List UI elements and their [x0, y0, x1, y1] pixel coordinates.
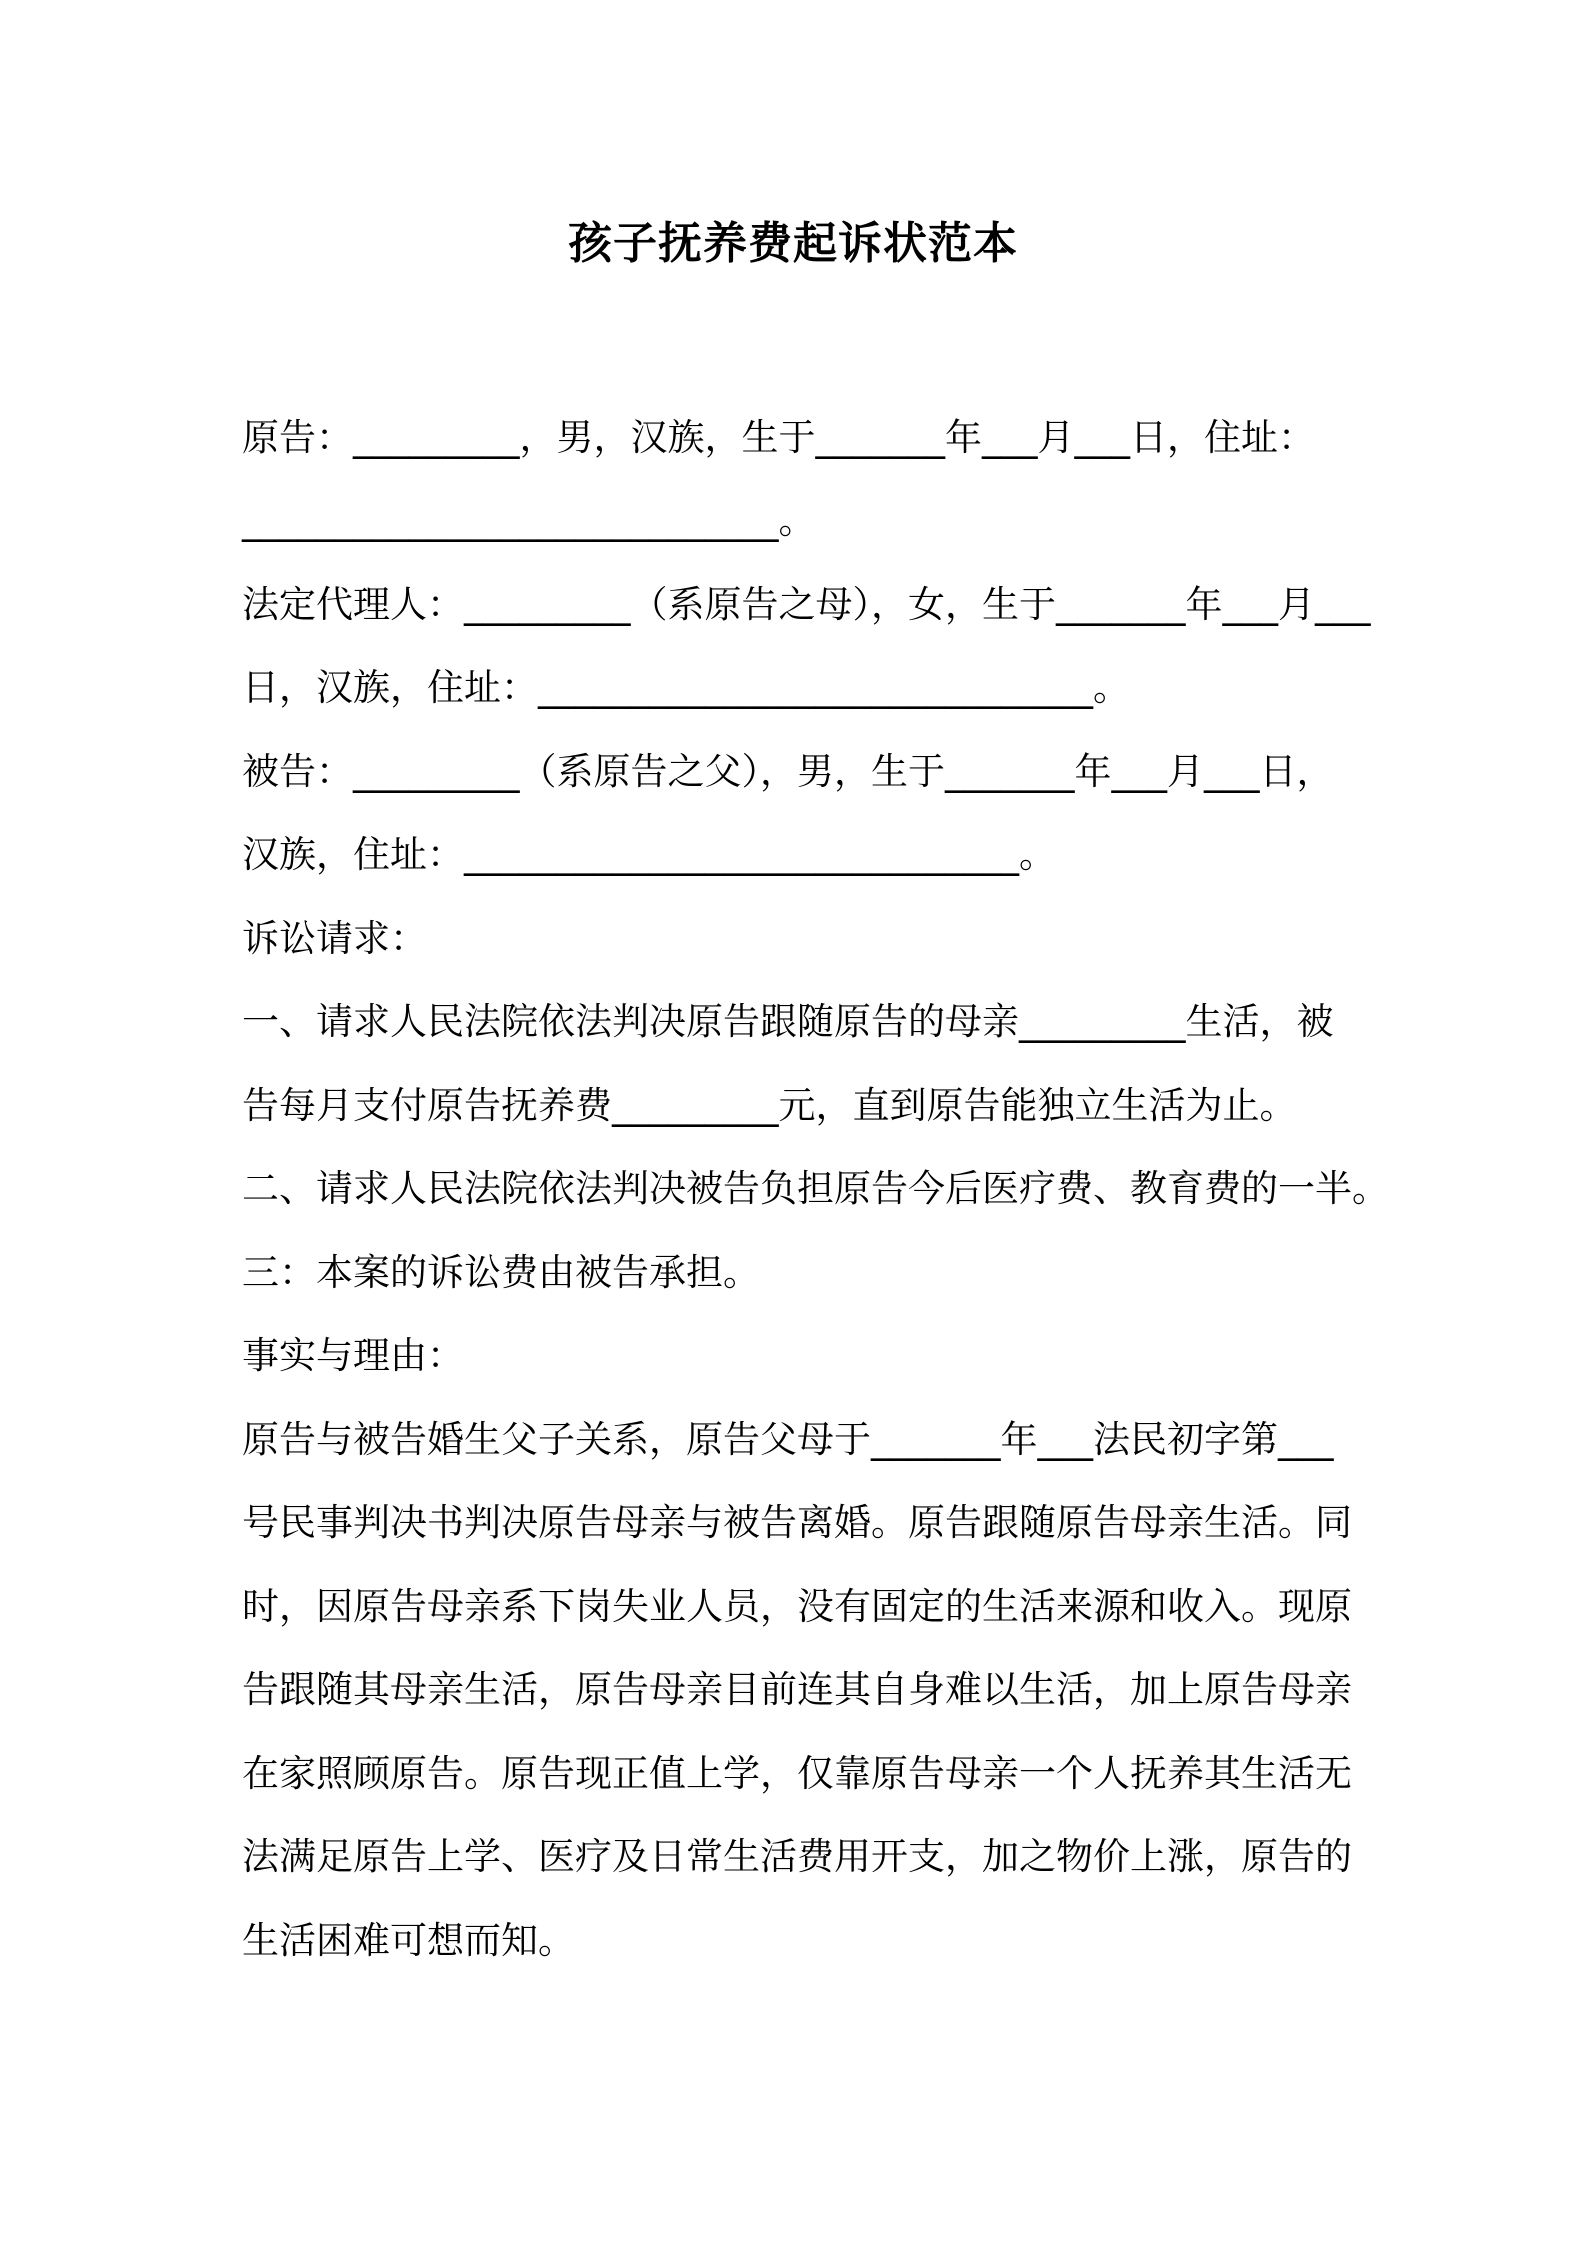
legal-agent-line-2: 日，汉族，住址：______________________________。: [242, 666, 1130, 709]
facts-line-1: 原告与被告婚生父子关系，原告父母于_______年___法民初字第___: [242, 1418, 1334, 1461]
document-title: 孩子抚养费起诉状范本: [568, 218, 1018, 269]
facts-line-3: 时，因原告母亲系下岗失业人员，没有固定的生活来源和收入。现原: [242, 1585, 1352, 1628]
facts-heading: 事实与理由：: [242, 1334, 464, 1377]
defendant-line-2: 汉族，住址：______________________________。: [242, 833, 1056, 876]
facts-line-4: 告跟随其母亲生活，原告母亲目前连其自身难以生活，加上原告母亲: [242, 1668, 1352, 1711]
legal-agent-line-1: 法定代理人：_________（系原告之母），女，生于_______年___月___: [242, 583, 1371, 626]
claim-2-line: 二、请求人民法院依法判决被告负担原告今后医疗费、教育费的一半。: [242, 1167, 1389, 1210]
facts-line-5: 在家照顾原告。原告现正值上学，仅靠原告母亲一个人抚养其生活无: [242, 1752, 1352, 1795]
facts-line-7: 生活困难可想而知。: [242, 1919, 575, 1962]
plaintiff-line-1: 原告：_________，男，汉族，生于_______年___月___日，住址：: [242, 416, 1315, 459]
facts-line-2: 号民事判决书判决原告母亲与被告离婚。原告跟随原告母亲生活。同: [242, 1501, 1352, 1544]
plaintiff-line-2: _____________________________。: [242, 499, 816, 542]
facts-line-6: 法满足原告上学、医疗及日常生活费用开支，加之物价上涨，原告的: [242, 1835, 1352, 1878]
defendant-line-1: 被告：_________（系原告之父），男，生于_______年___月___日，: [242, 750, 1334, 793]
claim-1-line-1: 一、请求人民法院依法判决原告跟随原告的母亲_________生活，被: [242, 1000, 1334, 1043]
claim-1-line-2: 告每月支付原告抚养费_________元，直到原告能独立生活为止。: [242, 1084, 1297, 1127]
claims-heading: 诉讼请求：: [242, 917, 427, 960]
claim-3-line: 三：本案的诉讼费由被告承担。: [242, 1251, 760, 1294]
